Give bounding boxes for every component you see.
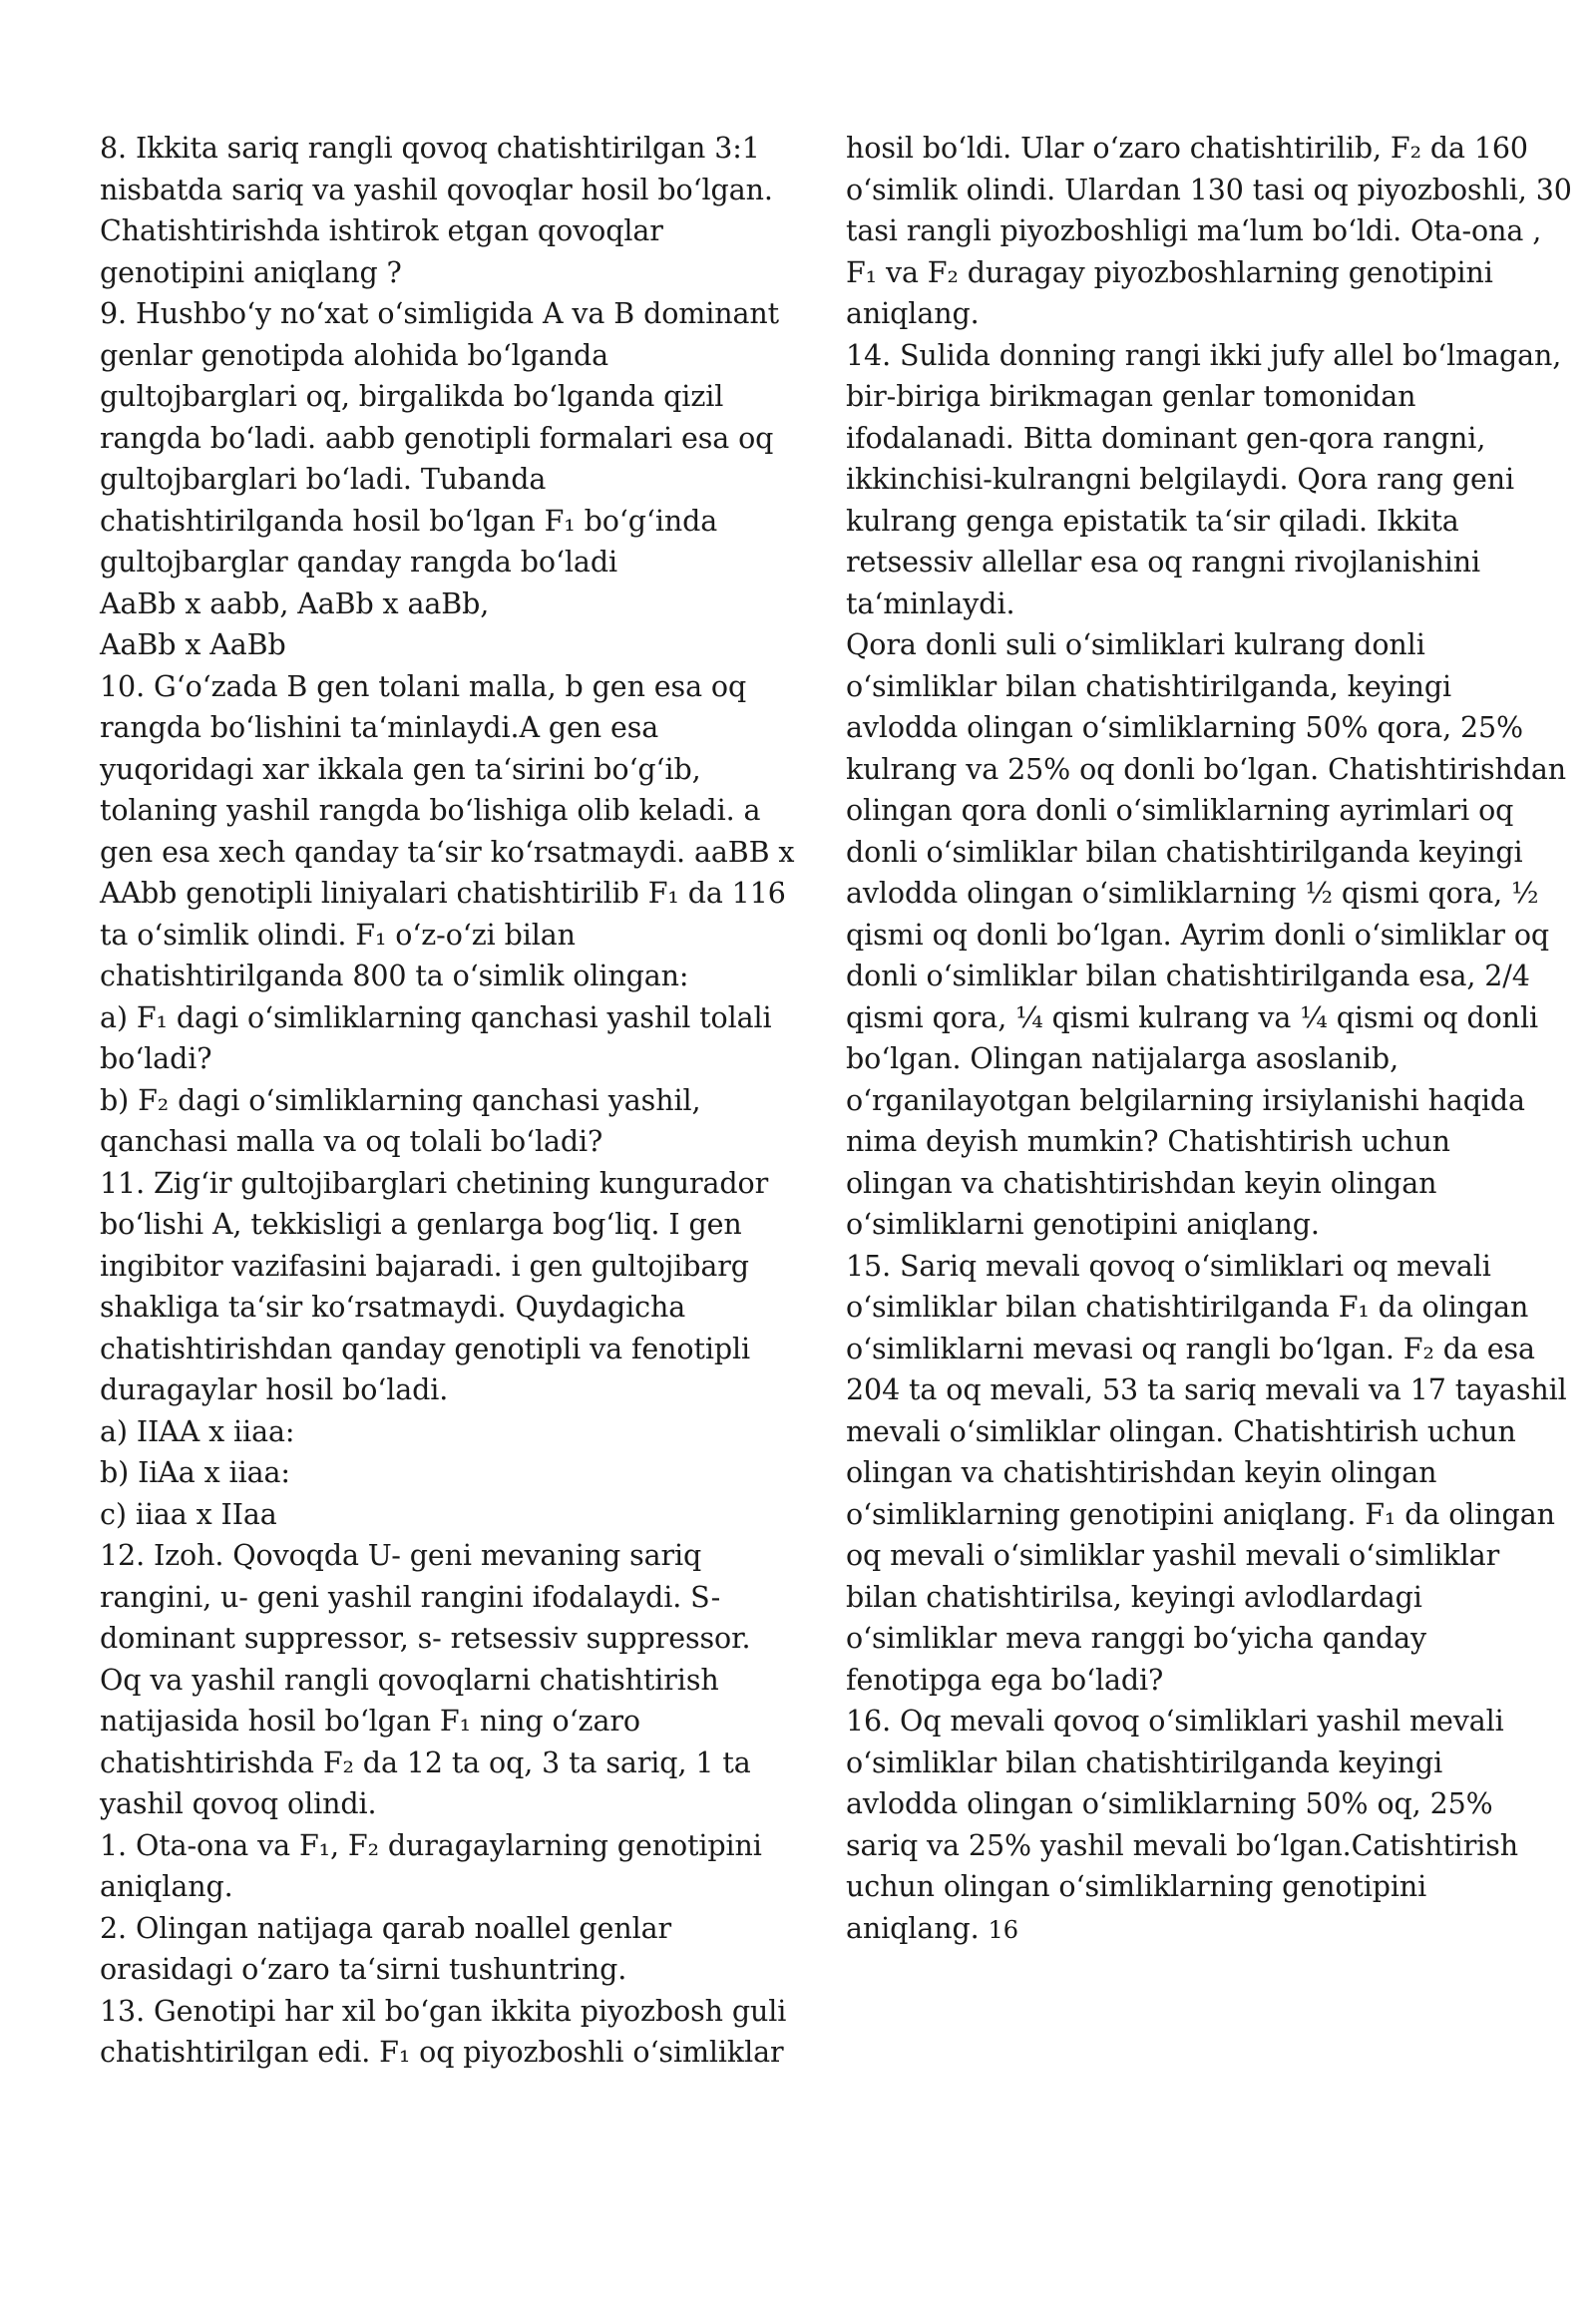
text-line: olingan va chatishtirishdan keyin olingan [846, 1166, 1437, 1200]
text-line: aniqlang. [100, 1870, 233, 1903]
text-line: qismi qora, ¼ qismi kulrang va ¼ qismi oq donli [846, 1000, 1538, 1034]
text-line: Qora donli suli oʻsimliklari kulrang donli [846, 628, 1425, 661]
text-line: aniqlang. [846, 297, 980, 330]
text-line: qanchasi malla va oq tolali boʻladi? [100, 1125, 603, 1158]
text-line: chatishtirishdan qanday genotipli va fenotipli [100, 1332, 751, 1365]
text-line: fenotipga ega boʻladi? [846, 1663, 1164, 1697]
text-line: taʻminlaydi. [846, 586, 1015, 620]
text-line: b) IiAa x iiaa: [100, 1456, 290, 1489]
right-column [846, 128, 1574, 1951]
text-line: gen esa xech qanday taʻsir koʻrsatmaydi. aaBB x [100, 835, 795, 869]
text-line: sariq va 25% yashil mevali boʻlgan.Catishtirish [846, 1828, 1519, 1862]
text-line: oʻsimliklar bilan chatishtirilganda, keyingi [846, 669, 1452, 703]
text-line: genlar genotipda alohida boʻlganda [100, 338, 609, 372]
text-line: 15. Sariq mevali qovoq oʻsimliklari oq mevali [846, 1249, 1491, 1283]
text-line: shakliga taʻsir koʻrsatmaydi. Quydagicha [100, 1291, 686, 1324]
text-line: olingan qora donli oʻsimliklarning ayrimlari oq [846, 794, 1514, 827]
text-line: rangda boʻlishini taʻminlaydi.A gen esa [100, 711, 659, 744]
text-line: gultojbarglar qanday rangda boʻladi [100, 546, 617, 579]
text-line: c) iiaa x IIaa [100, 1497, 277, 1531]
text-line: AAbb genotipli liniyalari chatishtirilib F₁ da 116 [100, 877, 786, 910]
text-line: oʻsimliklarning genotipini aniqlang. F₁ da olingan [846, 1497, 1555, 1531]
text-line: oʻsimlik olindi. Ulardan 130 tasi oq piyozboshli, 30 [846, 173, 1572, 206]
text-line: genotipini aniqlang ? [100, 255, 402, 289]
text-line: bilan chatishtirilsa, keyingi avlodlardagi [846, 1580, 1422, 1614]
text-line: 8. Ikkita sariq rangli qovoq chatishtirilgan 3:1 [100, 132, 760, 165]
text-line: boʻlgan. Olingan natijalarga asoslanib, [846, 1042, 1399, 1075]
text-line: a) F₁ dagi oʻsimliklarning qanchasi yashil tolali [100, 1000, 772, 1034]
text-line: donli oʻsimliklar bilan chatishtirilganda esa, 2/4 [846, 960, 1530, 992]
text-line: oʻsimliklarni genotipini aniqlang. [846, 1208, 1320, 1241]
text-line: chatishtirilganda 800 ta oʻsimlik olingan: [100, 960, 689, 992]
text-line: 1. Ota-ona va F₁, F₂ duragaylarning genotipini [100, 1828, 762, 1862]
text-line: AaBb x aabb, AaBb x aaBb, [100, 586, 490, 620]
text-line: uchun olingan oʻsimliklarning genotipini [846, 1870, 1427, 1903]
text-line: dominant suppressor, s- retsessiv suppressor. [100, 1622, 751, 1655]
text-line: 11. Zigʻir gultojibarglari chetining kungurador [100, 1166, 769, 1200]
text-line: boʻlishi A, tekkisligi a genlarga bogʻliq. I gen [100, 1208, 742, 1241]
text-line: nisbatda sariq va yashil qovoqlar hosil boʻlgan. [100, 173, 773, 206]
last-line-wrap [846, 1908, 1574, 1952]
text-line: 13. Genotipi har xil boʻgan ikkita piyozbosh guli [100, 1994, 787, 2028]
text-line: aniqlang. [846, 1911, 980, 1945]
left-column [100, 128, 808, 2074]
text-line: b) F₂ dagi oʻsimliklarning qanchasi yashil, [100, 1083, 701, 1117]
text-line: yashil qovoq olindi. [100, 1787, 377, 1820]
text-line: duragaylar hosil boʻladi. [100, 1373, 449, 1406]
text-line: 2. Olingan natijaga qarab noallel genlar [100, 1911, 672, 1945]
text-line: 14. Sulida donning rangi ikki jufy allel boʻlmagan, [846, 338, 1562, 372]
page-number: 16 [988, 1915, 1018, 1944]
text-line: olingan va chatishtirishdan keyin olingan [846, 1456, 1437, 1489]
text-line: oʻrganilayotgan belgilarning irsiylanishi haqida [846, 1083, 1525, 1117]
text-line: oʻsimliklar bilan chatishtirilganda keyingi [846, 1745, 1443, 1779]
text-line: oq mevali oʻsimliklar yashil mevali oʻsimliklar [846, 1539, 1500, 1572]
text-line: qismi oq donli boʻlgan. Ayrim donli oʻsimliklar oq [846, 918, 1550, 952]
text-line: gultojbarglari oq, birgalikda boʻlganda qizil [100, 380, 724, 413]
text-line: rangda boʻladi. aabb genotipli formalari esa oq [100, 421, 774, 455]
text-line: tolaning yashil rangda boʻlishiga olib keladi. a [100, 794, 761, 827]
text-line: kulrang va 25% oq donli boʻlgan. Chatishtirishdan [846, 752, 1567, 786]
text-line: rangini, u- geni yashil rangini ifodalaydi. S- [100, 1580, 721, 1614]
text-line: avlodda olingan oʻsimliklarning ½ qismi qora, ½ [846, 877, 1539, 910]
text-line: avlodda olingan oʻsimliklarning 50% oq, 25% [846, 1787, 1493, 1820]
text-line: avlodda olingan oʻsimliklarning 50% qora, 25% [846, 711, 1524, 744]
text-line: Oq va yashil rangli qovoqlarni chatishtirish [100, 1663, 719, 1697]
text-line: oʻsimliklar meva ranggi boʻyicha qanday [846, 1622, 1427, 1655]
text-line: retsessiv allellar esa oq rangni rivojlanishini [846, 546, 1480, 579]
text-line: tasi rangli piyozboshligi maʻlum boʻldi. Ota-ona , [846, 214, 1542, 247]
text-line: nima deyish mumkin? Chatishtirish uchun [846, 1125, 1450, 1158]
text-line: 12. Izoh. Qovoqda U- geni mevaning sariq [100, 1539, 702, 1572]
text-line: ikkinchisi-kulrangni belgilaydi. Qora rang geni [846, 463, 1515, 496]
text-line: 10. Gʻoʻzada B gen tolani malla, b gen esa oq [100, 669, 747, 703]
text-line: gultojbarglari boʻladi. Tubanda [100, 463, 547, 496]
text-line: hosil boʻldi. Ular oʻzaro chatishtirilib, F₂ da 160 [846, 132, 1528, 165]
text-line: 16. Oq mevali qovoq oʻsimliklari yashil mevali [846, 1705, 1504, 1738]
text-line: mevali oʻsimliklar olingan. Chatishtirish uchun [846, 1414, 1516, 1448]
text-line: oʻsimliklarni mevasi oq rangli boʻlgan. F₂ da esa [846, 1332, 1535, 1365]
text-line: F₁ va F₂ duragay piyozboshlarning genotipini [846, 255, 1493, 289]
text-line: 204 ta oq mevali, 53 ta sariq mevali va 17 tayashil [846, 1373, 1567, 1406]
text-line: yuqoridagi xar ikkala gen taʻsirini boʻgʻib, [100, 752, 701, 786]
text-line: a) IIAA x iiaa: [100, 1414, 295, 1448]
text-line: chatishtirilgan edi. F₁ oq piyozboshli oʻsimliklar [100, 2036, 784, 2069]
text-line: ifodalanadi. Bitta dominant gen-qora rangni, [846, 421, 1486, 455]
text-line: kulrang genga epistatik taʻsir qiladi. Ikkita [846, 504, 1459, 538]
text-line: natijasida hosil boʻlgan F₁ ning oʻzaro [100, 1705, 640, 1738]
text-line: AaBb x AaBb [100, 628, 286, 661]
text-line: boʻladi? [100, 1042, 212, 1075]
text-line: ta oʻsimlik olindi. F₁ oʻz-oʻzi bilan [100, 918, 576, 952]
text-line: chatishtirilganda hosil boʻlgan F₁ boʻgʻinda [100, 504, 718, 538]
text-line: 9. Hushboʻy noʻxat oʻsimligida A va B dominant [100, 297, 779, 330]
text-line: ingibitor vazifasini bajaradi. i gen gultojibarg [100, 1249, 749, 1283]
text-line: donli oʻsimliklar bilan chatishtirilganda keyingi [846, 835, 1523, 869]
text-line: chatishtirishda F₂ da 12 ta oq, 3 ta sariq, 1 ta [100, 1745, 751, 1779]
text-line: bir-biriga birikmagan genlar tomonidan [846, 380, 1416, 413]
text-line: orasidagi oʻzaro taʻsirni tushuntring. [100, 1953, 627, 1986]
text-line: oʻsimliklar bilan chatishtirilganda F₁ da olingan [846, 1291, 1529, 1324]
text-line: Chatishtirishda ishtirok etgan qovoqlar [100, 214, 663, 247]
